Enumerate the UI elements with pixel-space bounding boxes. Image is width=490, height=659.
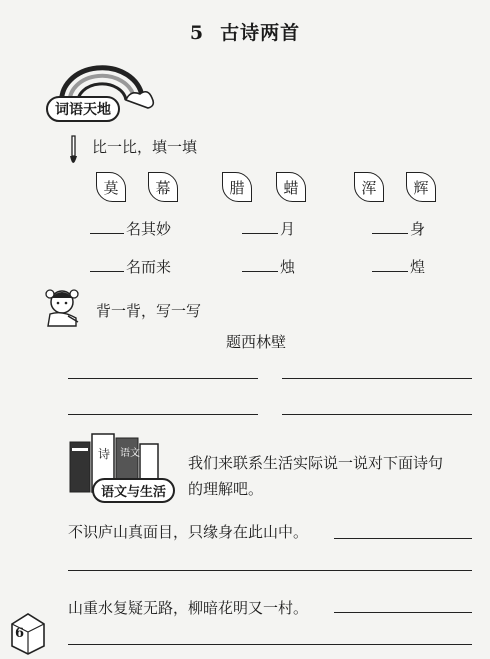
writing-line[interactable] (68, 378, 258, 379)
lesson-title-text: 古诗两首 (220, 22, 301, 44)
answer-line[interactable] (334, 612, 472, 613)
life-section-badge: 语文与生活 (92, 478, 175, 503)
vocab-section-badge: 词语天地 (46, 96, 120, 122)
page-number: 6 (15, 626, 25, 641)
word-char: 莫 (96, 172, 126, 202)
fill-item: 名其妙 (90, 218, 171, 239)
lesson-title (0, 18, 490, 45)
life-instruction-line2: 的理解吧。 (188, 480, 264, 498)
verse: 不识庐山真面目，只缘身在此山中。 (68, 523, 309, 541)
recite-instruction: 背一背，写一写 (96, 302, 202, 320)
fill-blank[interactable] (242, 219, 278, 234)
girl-reading-icon (44, 284, 86, 330)
writing-line[interactable] (282, 378, 472, 379)
word-char: 蜡 (276, 172, 306, 202)
fill-item: 煌 (372, 256, 425, 277)
word-char: 辉 (406, 172, 436, 202)
fill-blank[interactable] (242, 257, 278, 272)
fill-item: 身 (372, 218, 425, 239)
writing-line[interactable] (68, 414, 258, 415)
word-char: 浑 (354, 172, 384, 202)
brush-icon (64, 134, 80, 172)
fill-blank[interactable] (90, 257, 124, 272)
answer-line[interactable] (334, 538, 472, 539)
fill-blank[interactable] (372, 257, 408, 272)
fill-item: 烛 (242, 256, 295, 277)
fill-item: 名而来 (90, 256, 171, 277)
verse: 山重水复疑无路，柳暗花明又一村。 (68, 599, 309, 617)
fill-blank[interactable] (372, 219, 408, 234)
vocab-instruction: 比一比，填一填 (92, 138, 198, 156)
book-spine-label: 诗 (98, 447, 111, 461)
word-char: 腊 (222, 172, 252, 202)
fill-blank[interactable] (90, 219, 124, 234)
writing-line[interactable] (282, 414, 472, 415)
fill-item: 月 (242, 218, 295, 239)
answer-line[interactable] (68, 570, 472, 571)
page-number-cube-icon (8, 610, 48, 656)
word-char: 幕 (148, 172, 178, 202)
life-instruction-line1: 我们来联系生活实际说一说对下面诗句 (188, 454, 444, 472)
poem-title: 题西林壁 (226, 333, 287, 351)
lesson-number: 5 (189, 22, 205, 44)
book-spine-label: 语文 (120, 448, 140, 459)
answer-line[interactable] (68, 644, 472, 645)
